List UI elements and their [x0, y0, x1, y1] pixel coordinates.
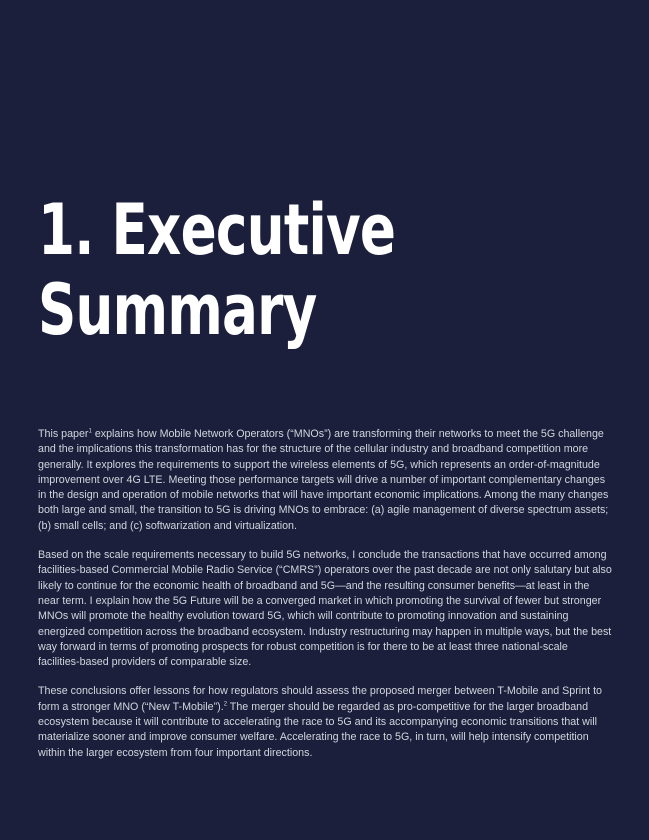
body-text — [38, 427, 612, 775]
title-line-2: Summary — [38, 269, 317, 351]
paragraph-2-text-a: Based on the scale requirements necessary to build 5G networks, I conclude the transactions that have occurred among facilities-based Commercial Mobile Radio Service (“CMRS”) operators over the past decade are not only salutary but also likely to continue for the economic health of broadband and 5G—and the resulting consumer benefits—at least in the near term. I explain how the 5G Future will be a converged market in which promoting the survival of fewer but stronger MNOs will promote the healthy evolution toward 5G, which will contribute to promoting innovation and sustaining energized competition across the broadband ecosystem. Industry restructuring may happen in multiple ways, but the best way forward in terms of promoting prospects for robust competition is for there to be at least three national-scale facilities-based providers of comparable size. — [38, 549, 612, 669]
footnote-ref-2[interactable]: 2 — [223, 701, 228, 708]
page-title — [38, 190, 464, 350]
paragraph-1-text-b: explains how Mobile Network Operators (“MNOs”) are transforming their networks to meet the 5G challenge and the implications this transformation has for the structure of the cellular industry and broadband competition more generally. It explores the requirements to support the wireless elements of 5G, which represents an order-of-magnitude improvement over 4G LTE. Meeting those performance targets will drive a number of important complementary changes in the design and operation of mobile networks that will have important economic implications. Among the many changes both large and small, the transition to 5G is driving MNOs to embrace: (a) agile management of diverse spectrum assets; (b) small cells; and (c) softwarization and virtualization. — [38, 428, 609, 532]
footnote-ref-1[interactable]: 1 — [88, 428, 92, 435]
paragraph-1 — [38, 427, 612, 534]
paragraph-3-text-a: These conclusions offer lessons for how regulators should assess the proposed merger between T-Mobile and Sprint to form a stronger MNO (“New T-Mobile”). — [38, 685, 602, 713]
paragraph-3-text-b: The merger should be regarded as pro-competitive for the larger broadband ecosystem because it will contribute to accelerating the race to 5G and its accompanying economic transitions that will materialize sooner and improve consumer welfare. Accelerating the race to 5G, in turn, will help intensify competition within the larger ecosystem from four important directions. — [38, 700, 597, 759]
paragraph-3 — [38, 684, 612, 760]
paragraph-2 — [38, 548, 612, 670]
paragraph-1-text-a: This paper — [38, 428, 89, 440]
title-line-1: 1. Executive — [38, 189, 396, 271]
